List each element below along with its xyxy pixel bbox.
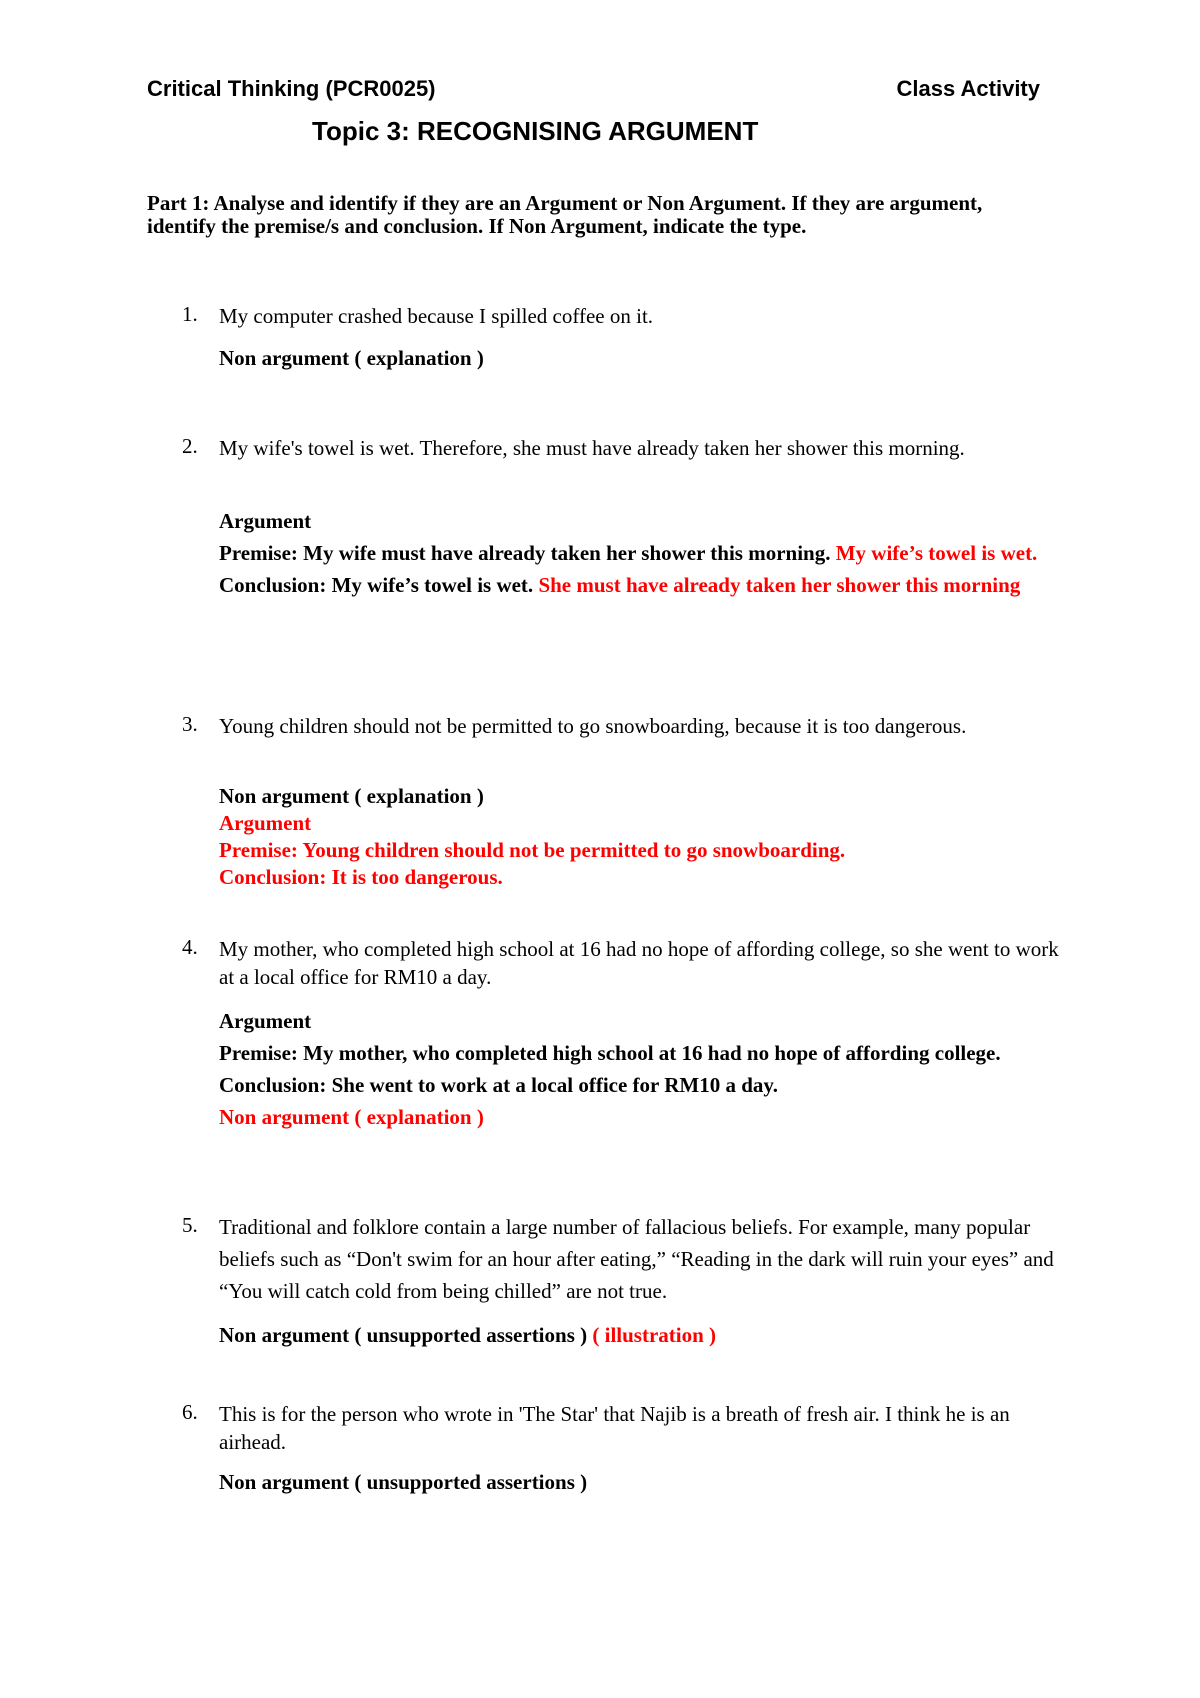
question-text: My computer crashed because I spilled coffee on it. xyxy=(219,304,654,328)
conclusion-correction: She must have already taken her shower this morning xyxy=(533,573,1021,597)
premise: Premise: My mother, who completed high school at 16 had no hope of affording college. xyxy=(219,1041,1001,1065)
question-number: 3. xyxy=(182,712,198,736)
premise-original: Premise: My wife must have already taken her shower this morning. xyxy=(219,541,831,565)
question-number: 2. xyxy=(182,434,198,458)
answer-correction: ( illustration ) xyxy=(587,1323,717,1347)
premise xyxy=(219,537,1069,569)
premise-correction: My wife’s towel is wet. xyxy=(830,541,1038,565)
question-text: This is for the person who wrote in 'The Star' that Najib is a breath of fresh air. I think he is an airhead. xyxy=(219,1402,1010,1454)
question-text: Traditional and folklore contain a large number of fallacious beliefs. For example, many popular beliefs such as “Don't swim for an hour after eating,” “Reading in the dark will ruin your eyes” and “You will catch cold from being chilled” are not true. xyxy=(219,1215,1054,1303)
conclusion xyxy=(219,569,1069,601)
question-text: Young children should not be permitted to go snowboarding, because it is too dangerous. xyxy=(219,714,967,738)
course-title: Critical Thinking (PCR0025) xyxy=(147,76,436,101)
answer-correction: Non argument ( explanation ) xyxy=(219,1105,484,1129)
answer-6: Non argument ( unsupported assertions ) xyxy=(219,1470,588,1494)
answer-5 xyxy=(219,1323,1069,1348)
answer-3 xyxy=(219,783,1069,891)
conclusion-correction: Conclusion: It is too dangerous. xyxy=(219,865,503,889)
part-instructions: Part 1: Analyse and identify if they are an Argument or Non Argument. If they are argument, identify the premise/s and conclusion. If Non Argument, indicate the type. xyxy=(147,191,983,238)
question-number: 5. xyxy=(182,1213,198,1237)
answer-1: Non argument ( explanation ) xyxy=(219,346,484,370)
premise-correction: Premise: Young children should not be permitted to go snowboarding. xyxy=(219,838,846,862)
answer-original: Non argument ( unsupported assertions ) xyxy=(219,1323,588,1347)
question-text: My mother, who completed high school at 16 had no hope of affording college, so she went to work at a local office for RM10 a day. xyxy=(219,937,1059,989)
answer-4 xyxy=(219,1005,1069,1133)
answer-type: Argument xyxy=(219,1009,312,1033)
answer-original: Non argument ( explanation ) xyxy=(219,784,484,808)
conclusion: Conclusion: She went to work at a local office for RM10 a day. xyxy=(219,1073,778,1097)
answer-2 xyxy=(219,505,1069,601)
question-number: 6. xyxy=(182,1400,198,1424)
answer-type: Argument xyxy=(219,509,312,533)
activity-label: Class Activity xyxy=(896,76,1040,101)
question-text: My wife's towel is wet. Therefore, she must have already taken her shower this morning. xyxy=(219,436,965,460)
topic-title: Topic 3: RECOGNISING ARGUMENT xyxy=(312,116,759,146)
question-number: 4. xyxy=(182,935,198,959)
question-number: 1. xyxy=(182,302,198,326)
conclusion-original: Conclusion: My wife’s towel is wet. xyxy=(219,573,534,597)
answer-type-correction: Argument xyxy=(219,811,312,835)
page-header xyxy=(147,76,1040,106)
